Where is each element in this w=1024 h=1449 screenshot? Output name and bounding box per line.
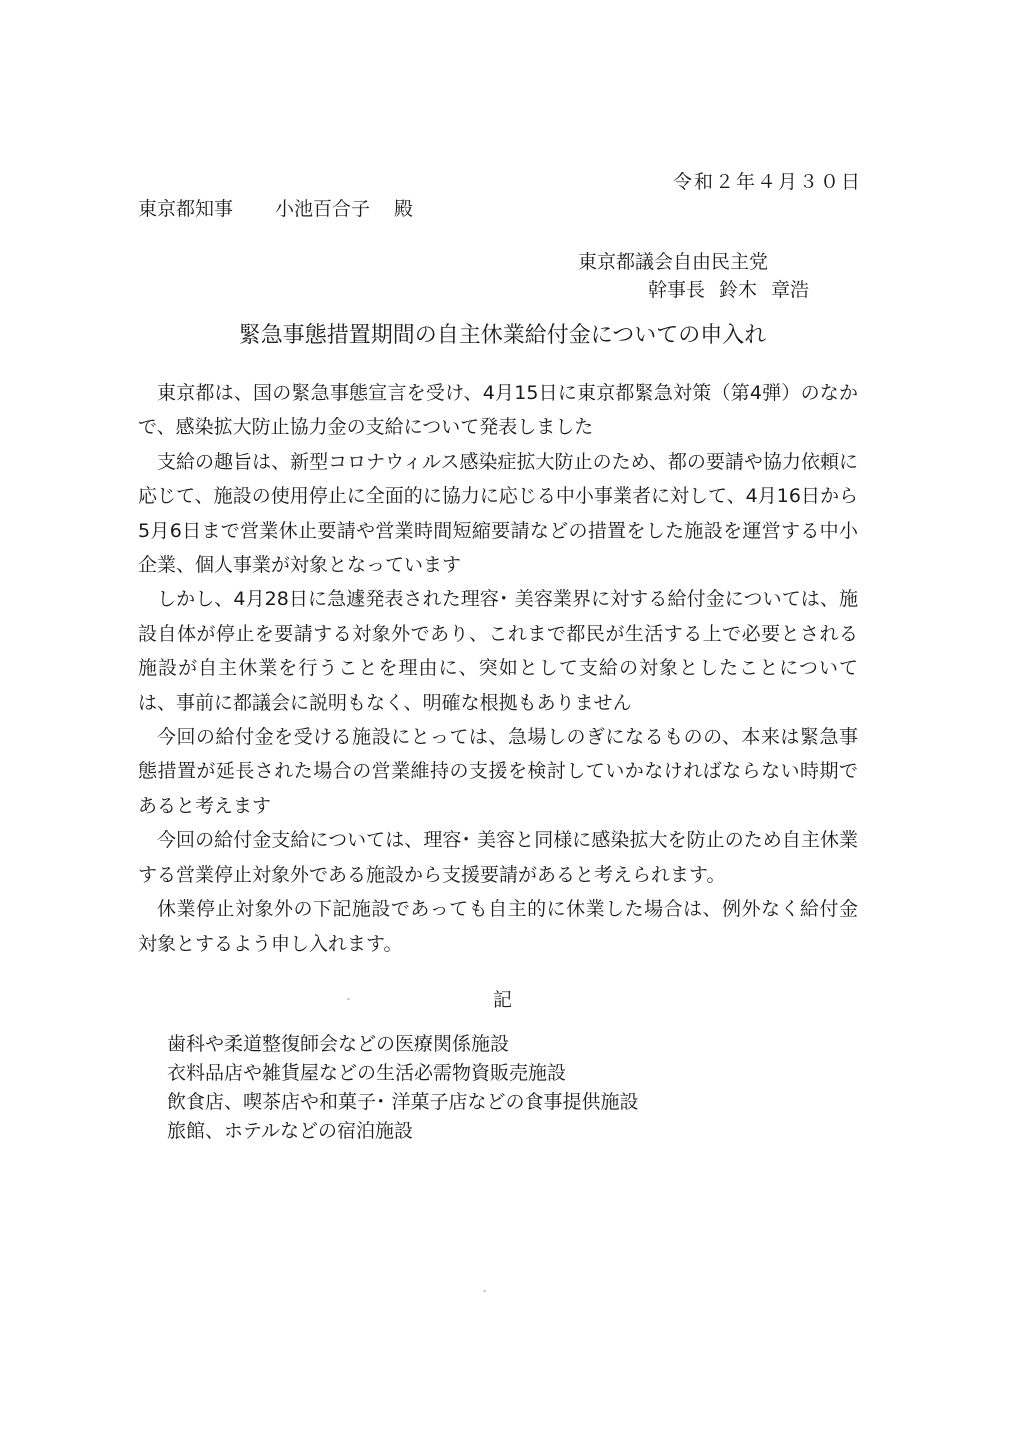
list-item: 旅館、ホテルなどの宿泊施設 <box>167 1120 414 1142</box>
body-paragraph: 今回の給付金支給については、理容･ 美容と同様に感染拡大を防止のため自主休業する営業停止対象外である施設から支援要請があると考えられます。 <box>138 829 858 886</box>
scan-speck <box>483 1290 486 1292</box>
sender-person <box>648 275 809 302</box>
body-paragraph: 支給の趣旨は、新型コロナウィルス感染症拡大防止のため、都の要請や協力依頼に応じて、施設の使用停止に全面的に協力に応じる中小事業者に対して、4月16日から5月6日まで営業休止要請や営業時間短縮要請などの措置をした施設を運営する中小企業、個人事業が対象となっています <box>138 450 858 577</box>
recipient-honorific: 殿 <box>394 198 414 220</box>
scan-speck <box>347 998 350 1000</box>
recipient-title: 東京都知事 <box>138 198 234 220</box>
document-body <box>138 376 858 961</box>
sender-organization: 東京都議会自由民主党 <box>578 251 769 273</box>
sender-given-name: 章浩 <box>771 279 810 301</box>
ki-heading: 記 <box>492 989 512 1011</box>
recipient-line <box>138 194 413 221</box>
list-item: 衣料品店や雑貨屋などの生活必需物資販売施設 <box>167 1062 567 1084</box>
body-paragraph: しかし、4月28日に急遽発表された理容･ 美容業界に対する給付金については、施設自体が停止を要請する対象外であり、これまで都民が生活する上で必要とされる施設が自主休業を行うことを理由に、突如として支給の対象としたことについては、事前に都議会に説明もなく、明確な根拠もありません <box>138 588 858 714</box>
list-item: 歯科や柔道整復師会などの医療関係施設 <box>167 1033 510 1055</box>
document-title: 緊急事態措置期間の自主休業給付金についての申入れ <box>238 323 767 348</box>
facility-list <box>167 1030 639 1146</box>
recipient-name: 小池百合子 <box>275 198 371 220</box>
sender-position: 幹事長 <box>648 279 706 301</box>
sender-surname: 鈴木 <box>719 279 758 301</box>
list-item: 飲食店、喫茶店や和菓子･ 洋菓子店などの食事提供施設 <box>167 1091 639 1113</box>
body-paragraph: 今回の給付金を受ける施設にとっては、急場しのぎになるものの、本来は緊急事態措置が延長された場合の営業維持の支援を検討していかなければならない時期であると考えます <box>138 726 858 817</box>
body-paragraph: 休業停止対象外の下記施設であっても自主的に休業した場合は、例外なく給付金対象とするよう申し入れます。 <box>138 898 858 955</box>
body-paragraph: 東京都は、国の緊急事態宣言を受け、4月15日に東京都緊急対策（第4弾）のなかで、感染拡大防止協力金の支給について発表しました <box>138 382 858 439</box>
document-date: 令和２年４月３０日 <box>672 171 862 193</box>
